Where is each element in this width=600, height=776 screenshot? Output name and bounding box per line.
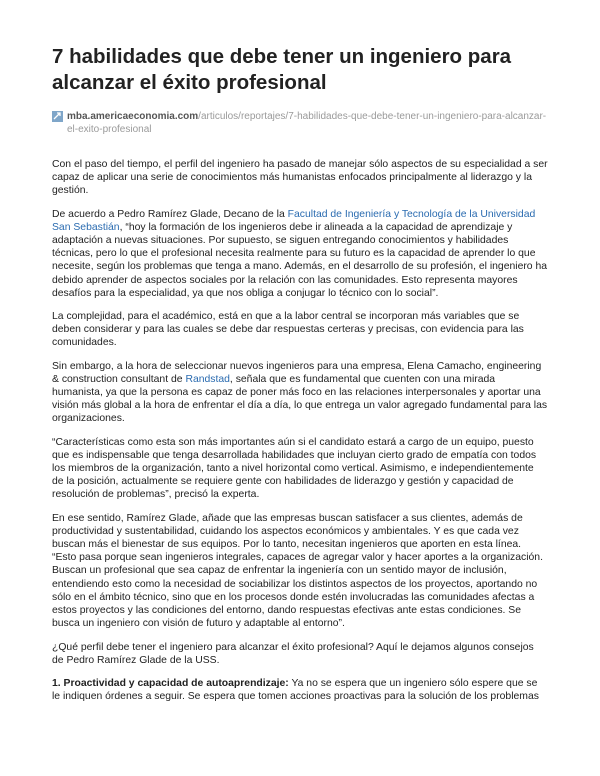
paragraph-1: Con el paso del tiempo, el perfil del ingeniero ha pasado de manejar sólo aspectos de su especialidad a ser capaz de aplicar una serie de conocimientos más humanistas enfocados principalmente al liderazgo y la gestión. [52,159,548,197]
paragraph-2-text-a: De acuerdo a Pedro Ramírez Glade, Decano de la [52,208,288,220]
paragraph-7: ¿Qué perfil debe tener el ingeniero para alcanzar el éxito profesional? Aquí le dejamos algunos consejos de Pedro Ramírez Glade de la USS. [52,641,534,666]
randstad-link[interactable]: Randstad [185,373,230,385]
paragraph-2-text-b: , “hoy la formación de los ingenieros debe ir alineada a la capacidad de aprendizaje y adaptación a nuevas situaciones. Por supuesto, se siguen entregando conocimientos y habilidades técnicas, pero lo que el profesional necesita realmente para su futuro es la capacidad de aprender lo que necesite, según los problemas que tenga a mano. Además, en el desarrollo de su profesión, el ingeniero ha debido aprender de aspectos sociales por la relación con las comunidades. Esto representa mayores desafíos para la especialidad, ya que nos obliga a conjugar lo técnico con lo social”. [52,221,548,299]
source-path: /articulos/reportajes/7-habilidades-que-debe-tener-un-ingeniero-para-alcanzar-el-exito-profesional [67,111,547,135]
paragraph-2 [52,208,548,300]
article-body [52,158,548,703]
paragraph-5: “Características como esta son más importantes aún si el candidato estará a cargo de un equipo, puesto que es indispensable que tenga desarrollada habilidades que incluyan cierto grado de empatía con todos los miembros de la organización, tanto a nivel horizontal como vertical. Asimismo, e independientemente de la posición, actualmente se requiere gente con habilidades de liderazgo y gestión y capacidad de resolución de problemas”, precisó la experta. [52,436,537,501]
source-domain: mba.americaeconomia.com [67,111,199,122]
tip-1-heading: 1. Proactividad y capacidad de autoaprendizaje: [52,677,289,689]
paragraph-6: En ese sentido, Ramírez Glade, añade que las empresas buscan satisfacer a sus clientes, además de productividad y sustentabilidad, cuidando los aspectos económicos y ambientales. Y es que cada vez buscan más el bienestar de sus equipos. Por lo tanto, necesitan ingenieros que aporten en esta línea. “Esto pasa porque sean ingenieros integrales, capaces de agregar valor y hacer aportes a la organización. Buscan un profesional que sea capaz de enfrentar la ingeniería con un sentido mayor de inclusión, entendiendo esto como la necesidad de sociabilizar los distintos aspectos de los proyectos, aportando no sólo en el ámbito técnico, sino que en los procesos donde estén involucradas las comunidades afectas a estos proyectos y las condiciones del entorno, dando respuestas efectivas ante estas condiciones. Se busca un ingeniero con visión de futuro y adaptable al entorno”. [52,512,543,630]
paragraph-3: La complejidad, para el académico, está en que a la labor central se incorporan más variables que se deben considerar y para las cuales se debe dar respuestas certeras y precisas, con evidencia para las comunidades. [52,311,524,349]
source-link[interactable] [52,110,548,136]
paragraph-4 [52,360,548,426]
paragraph-4-text-a: Sin embargo, a la hora de seleccionar nuevos ingenieros para una empresa, Elena Camacho, engineering & construction consultant de [52,360,542,385]
faculty-link[interactable]: Facultad de Ingeniería y Tecnología de la Universidad San Sebastián [52,208,536,233]
paragraph-4-text-b: , señala que es fundamental que cuenten con una mirada humanista, ya que la persona es capaz de poner más foco en las relaciones interpersonales y aportar una visión más global a la hora de enfrentar el día a día, lo que entrega un valor agregado fundamental para las organizaciones. [52,373,548,425]
paragraph-8 [52,677,548,703]
tip-1-text: Ya no se espera que un ingeniero sólo espere que se le indiquen órdenes a seguir. Se espera que tomen acciones proactivas para la solución de los problemas [52,677,539,703]
link-icon [52,111,63,122]
article-title: 7 habilidades que debe tener un ingeniero para alcanzar el éxito profesional [52,45,512,94]
article [52,44,548,713]
